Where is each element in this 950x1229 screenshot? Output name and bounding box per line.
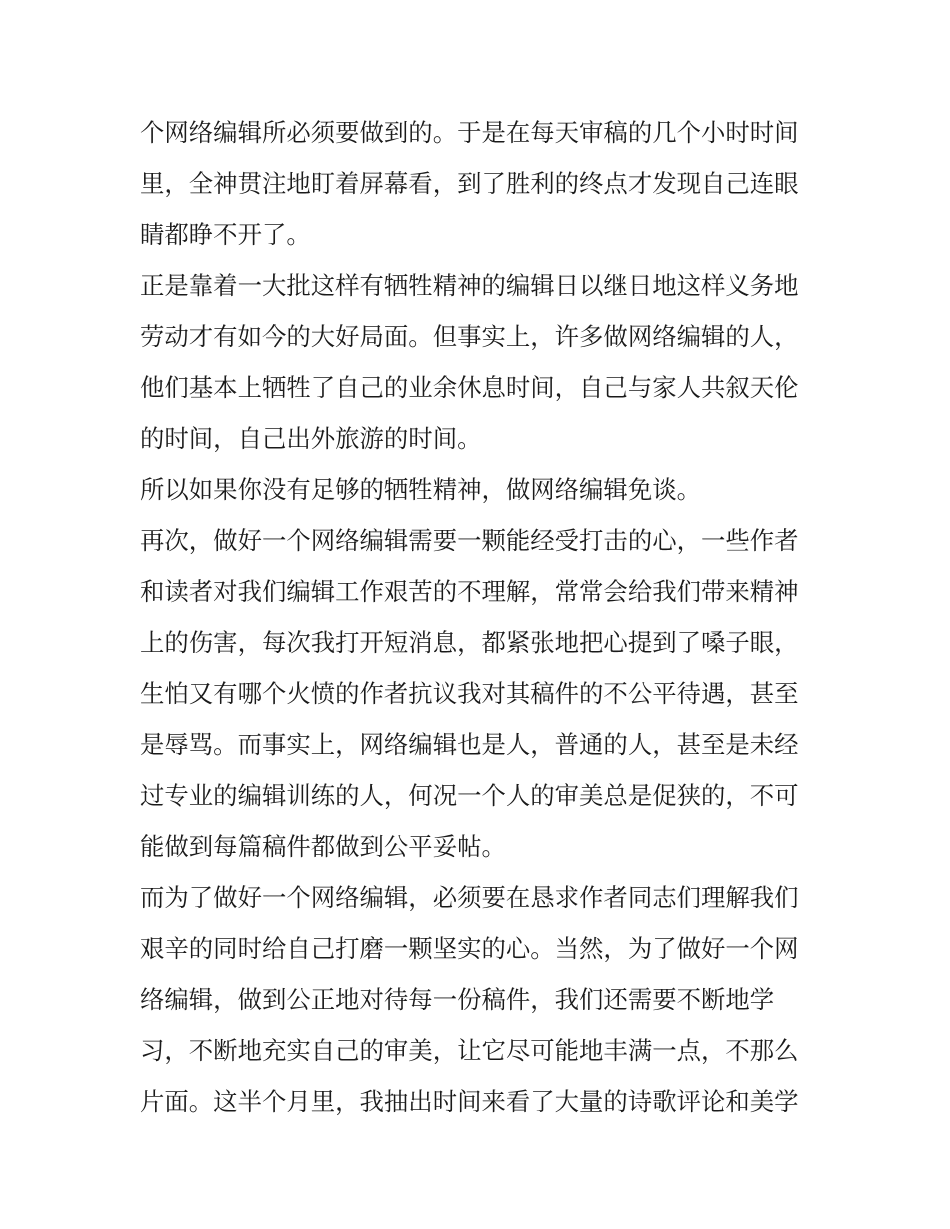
text-line: 上的伤害，每次我打开短消息，都紧张地把心提到了嗓子眼， [140,628,799,657]
document-body [140,107,820,1127]
text-line: 再次，做好一个网络编辑需要一颗能经受打击的心，一些作者 [140,526,799,555]
text-line: 里，全神贯注地盯着屏幕看，到了胜利的终点才发现自己连眼 [140,169,799,198]
text-line: 他们基本上牺牲了自己的业余休息时间，自己与家人共叙天伦 [140,373,799,402]
text-line: 是辱骂。而事实上，网络编辑也是人，普通的人，甚至是未经 [140,730,799,759]
text-line: 生怕又有哪个火愤的作者抗议我对其稿件的不公平待遇，甚至 [140,679,799,708]
text-line: 络编辑，做到公正地对待每一份稿件，我们还需要不断地学 [140,985,775,1014]
text-line: 过专业的编辑训练的人，何况一个人的审美总是促狭的，不可 [140,781,799,810]
text-line: 所以如果你没有足够的牺牲精神，做网络编辑免谈。 [140,475,701,504]
text-line: 片面。这半个月里，我抽出时间来看了大量的诗歌评论和美学 [140,1087,799,1116]
text-line: 而为了做好一个网络编辑，必须要在恳求作者同志们理解我们 [140,883,799,912]
text-line: 个网络编辑所必须要做到的。于是在每天审稿的几个小时时间 [140,118,799,147]
text-line: 能做到每篇稿件都做到公平妥帖。 [140,832,506,861]
text-line: 的时间，自己出外旅游的时间。 [140,424,482,453]
text-line: 艰辛的同时给自己打磨一颗坚实的心。当然，为了做好一个网 [140,934,799,963]
text-line: 习，不断地充实自己的审美，让它尽可能地丰满一点，不那么 [140,1036,799,1065]
text-line: 劳动才有如今的大好局面。但事实上，许多做网络编辑的人， [140,322,799,351]
text-line: 正是靠着一大批这样有牺牲精神的编辑日以继日地这样义务地 [140,271,799,300]
text-line: 睛都睁不开了。 [140,220,311,249]
text-line: 和读者对我们编辑工作艰苦的不理解，常常会给我们带来精神 [140,577,799,606]
